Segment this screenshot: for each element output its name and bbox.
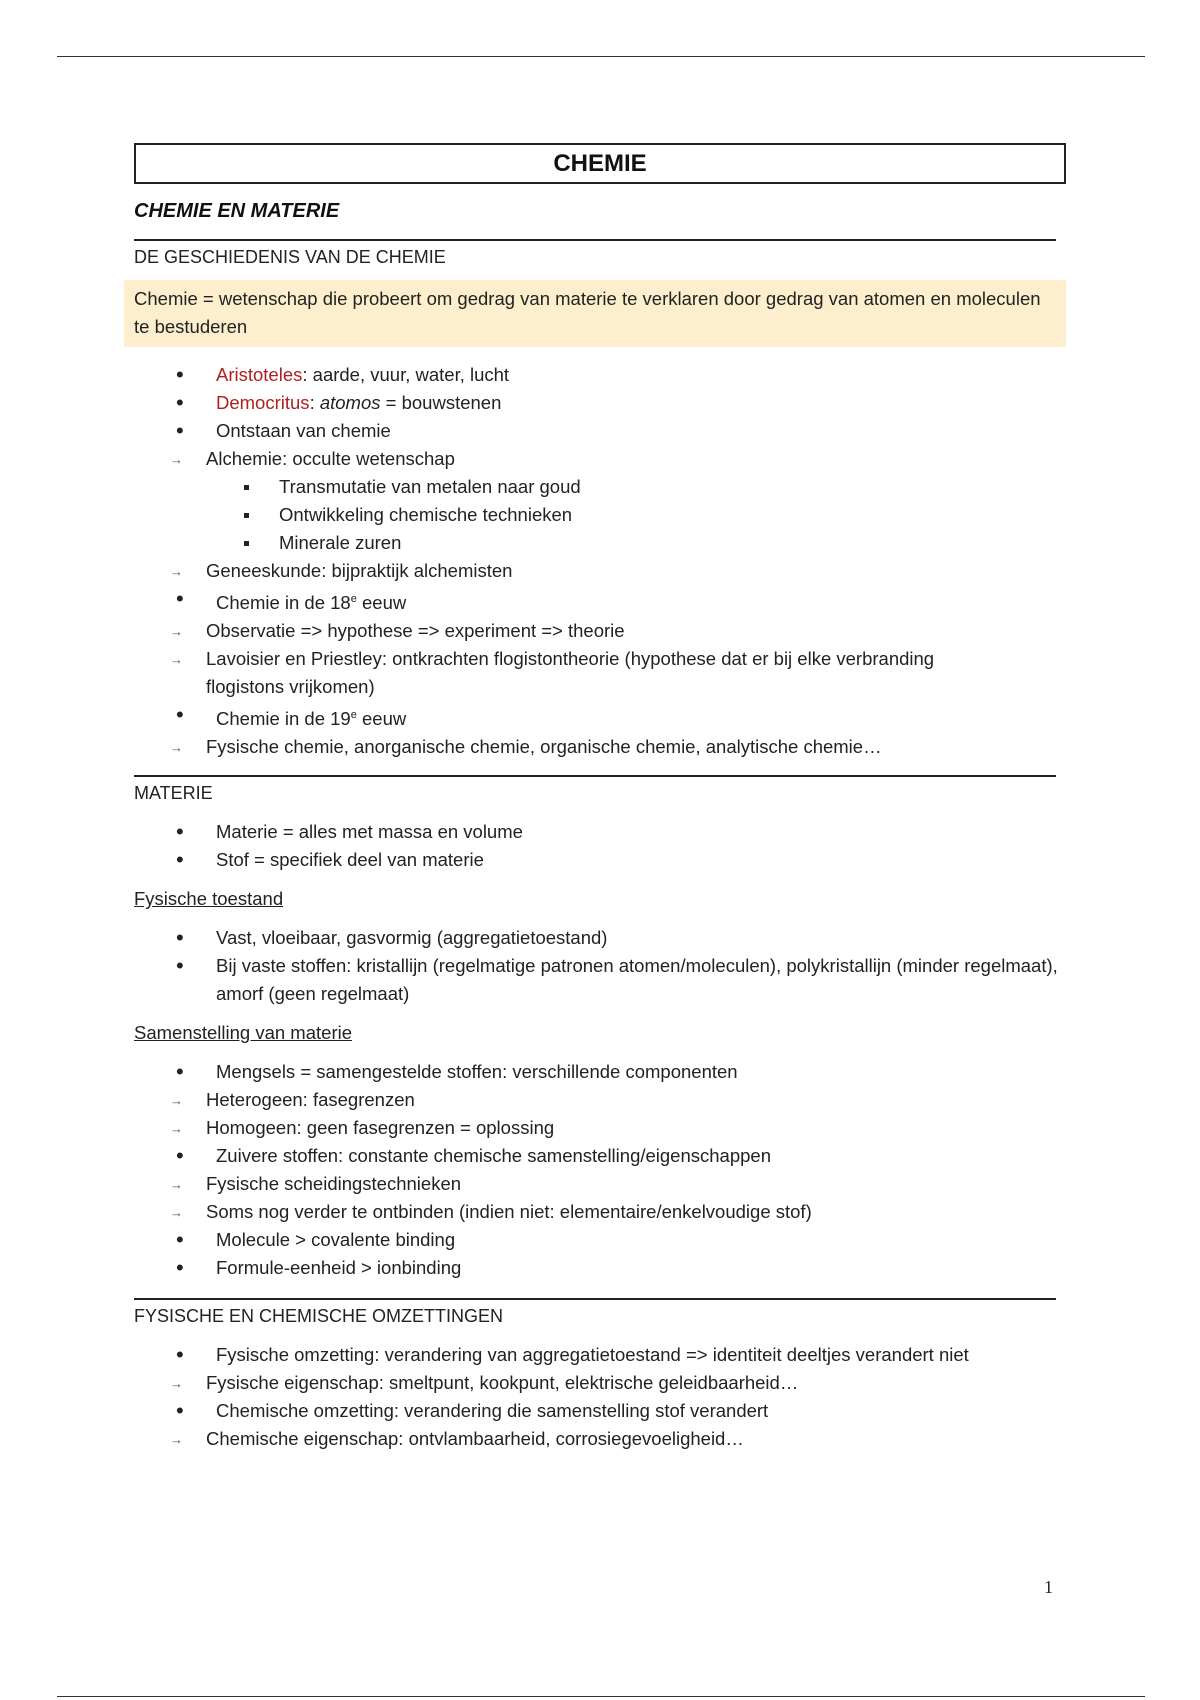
section-heading-history: DE GESCHIEDENIS VAN DE CHEMIE	[134, 239, 1056, 268]
list-item: • Chemie in de 19e eeuw → Fysische chemie, anorganische chemie, organische chemie, analytische chemie…	[134, 701, 1066, 761]
person-name: Democritus	[216, 392, 310, 413]
subheading-composition: Samenstelling van materie	[134, 1022, 352, 1044]
sub-list-item: → Soms nog verder te ontbinden (indien niet: elementaire/enkelvoudige stof)	[134, 1198, 1066, 1226]
page-number: 1	[1044, 1577, 1053, 1597]
sub-list-item: → Observatie => hypothese => experiment => theorie	[134, 617, 1066, 645]
history-list	[134, 361, 1066, 761]
physical-state-list	[134, 924, 1066, 1008]
section-heading-transformations: FYSISCHE EN CHEMISCHE OMZETTINGEN	[134, 1298, 1056, 1327]
sub-sub-list-item: Ontwikkeling chemische technieken	[134, 501, 1066, 529]
definition-highlight: Chemie = wetenschap die probeert om gedrag van materie te verklaren door gedrag van atomen en moleculen te bestuderen	[124, 280, 1066, 347]
subheading-physical-state: Fysische toestand	[134, 888, 284, 910]
sub-list-item: → Alchemie: occulte wetenschap Transmutatie van metalen naar goud Ontwikkeling chemische technieken Minerale zuren	[134, 445, 1066, 557]
document-page	[134, 143, 1066, 1453]
sub-list-item: → Lavoisier en Priestley: ontkrachten flogistontheorie (hypothese dat er bij elke verbranding flogistons vrijkomen)	[134, 645, 1066, 701]
composition-list	[134, 1058, 1066, 1282]
list-item: • Vast, vloeibaar, gasvormig (aggregatietoestand)	[134, 924, 1066, 952]
footer-rule	[57, 1696, 1145, 1697]
list-item: • Ontstaan van chemie → Alchemie: occulte wetenschap Transmutatie van metalen naar goud Ontwikkeling chemische technieken Minerale zuren → Geneeskunde: bijpraktijk alchemisten	[134, 417, 1066, 585]
sub-list-item: → Fysische eigenschap: smeltpunt, kookpunt, elektrische geleidbaarheid…	[134, 1369, 1066, 1397]
section-heading-matter: MATERIE	[134, 775, 1056, 804]
matter-list	[134, 818, 1066, 874]
sub-list-item: → Heterogeen: fasegrenzen	[134, 1086, 1066, 1114]
list-item: • Materie = alles met massa en volume	[134, 818, 1066, 846]
list-item: • Stof = specifiek deel van materie	[134, 846, 1066, 874]
sub-list-item: → Fysische scheidingstechnieken	[134, 1170, 1066, 1198]
header-rule	[57, 56, 1145, 57]
term: atomos	[319, 392, 381, 413]
sub-sub-list-item: Minerale zuren	[134, 529, 1066, 557]
transformations-list	[134, 1341, 1066, 1453]
list-item: • Mengsels = samengestelde stoffen: verschillende componenten → Heterogeen: fasegrenzen → Homogeen: geen fasegrenzen = oplossing	[134, 1058, 1066, 1142]
list-item: • Fysische omzetting: verandering van aggregatietoestand => identiteit deeltjes verandert niet → Fysische eigenschap: smeltpunt, kookpunt, elektrische geleidbaarheid…	[134, 1341, 1066, 1397]
sub-sub-list-item: Transmutatie van metalen naar goud	[134, 473, 1066, 501]
sub-list-item: → Chemische eigenschap: ontvlambaarheid, corrosiegevoeligheid…	[134, 1425, 1066, 1453]
sub-list-item: → Fysische chemie, anorganische chemie, organische chemie, analytische chemie…	[134, 733, 1066, 761]
sub-list-item: → Homogeen: geen fasegrenzen = oplossing	[134, 1114, 1066, 1142]
person-name: Aristoteles	[216, 364, 303, 385]
chapter-heading: CHEMIE EN MATERIE	[134, 200, 340, 222]
list-item: • Molecule > covalente binding	[134, 1226, 1066, 1254]
list-item: • Zuivere stoffen: constante chemische samenstelling/eigenschappen → Fysische scheidingstechnieken → Soms nog verder te ontbinden (indien niet: elementaire/enkelvoudige stof)	[134, 1142, 1066, 1226]
list-item: • Chemische omzetting: verandering die samenstelling stof verandert → Chemische eigenschap: ontvlambaarheid, corrosiegevoeligheid…	[134, 1397, 1066, 1453]
list-item: • Bij vaste stoffen: kristallijn (regelmatige patronen atomen/moleculen), polykristallijn (minder regelmaat), amorf (geen regelmaat)	[134, 952, 1066, 1008]
document-title: CHEMIE	[134, 143, 1066, 184]
list-item: • Aristoteles: aarde, vuur, water, lucht	[134, 361, 1066, 389]
list-item: • Formule-eenheid > ionbinding	[134, 1254, 1066, 1282]
list-item: • Chemie in de 18e eeuw → Observatie => hypothese => experiment => theorie → Lavoisier en Priestley: ontkrachten flogistontheorie (hypothese dat er bij elke verbranding flogistons vrijkomen)	[134, 585, 1066, 701]
list-item: • Democritus: atomos = bouwstenen	[134, 389, 1066, 417]
sub-list-item: → Geneeskunde: bijpraktijk alchemisten	[134, 557, 1066, 585]
